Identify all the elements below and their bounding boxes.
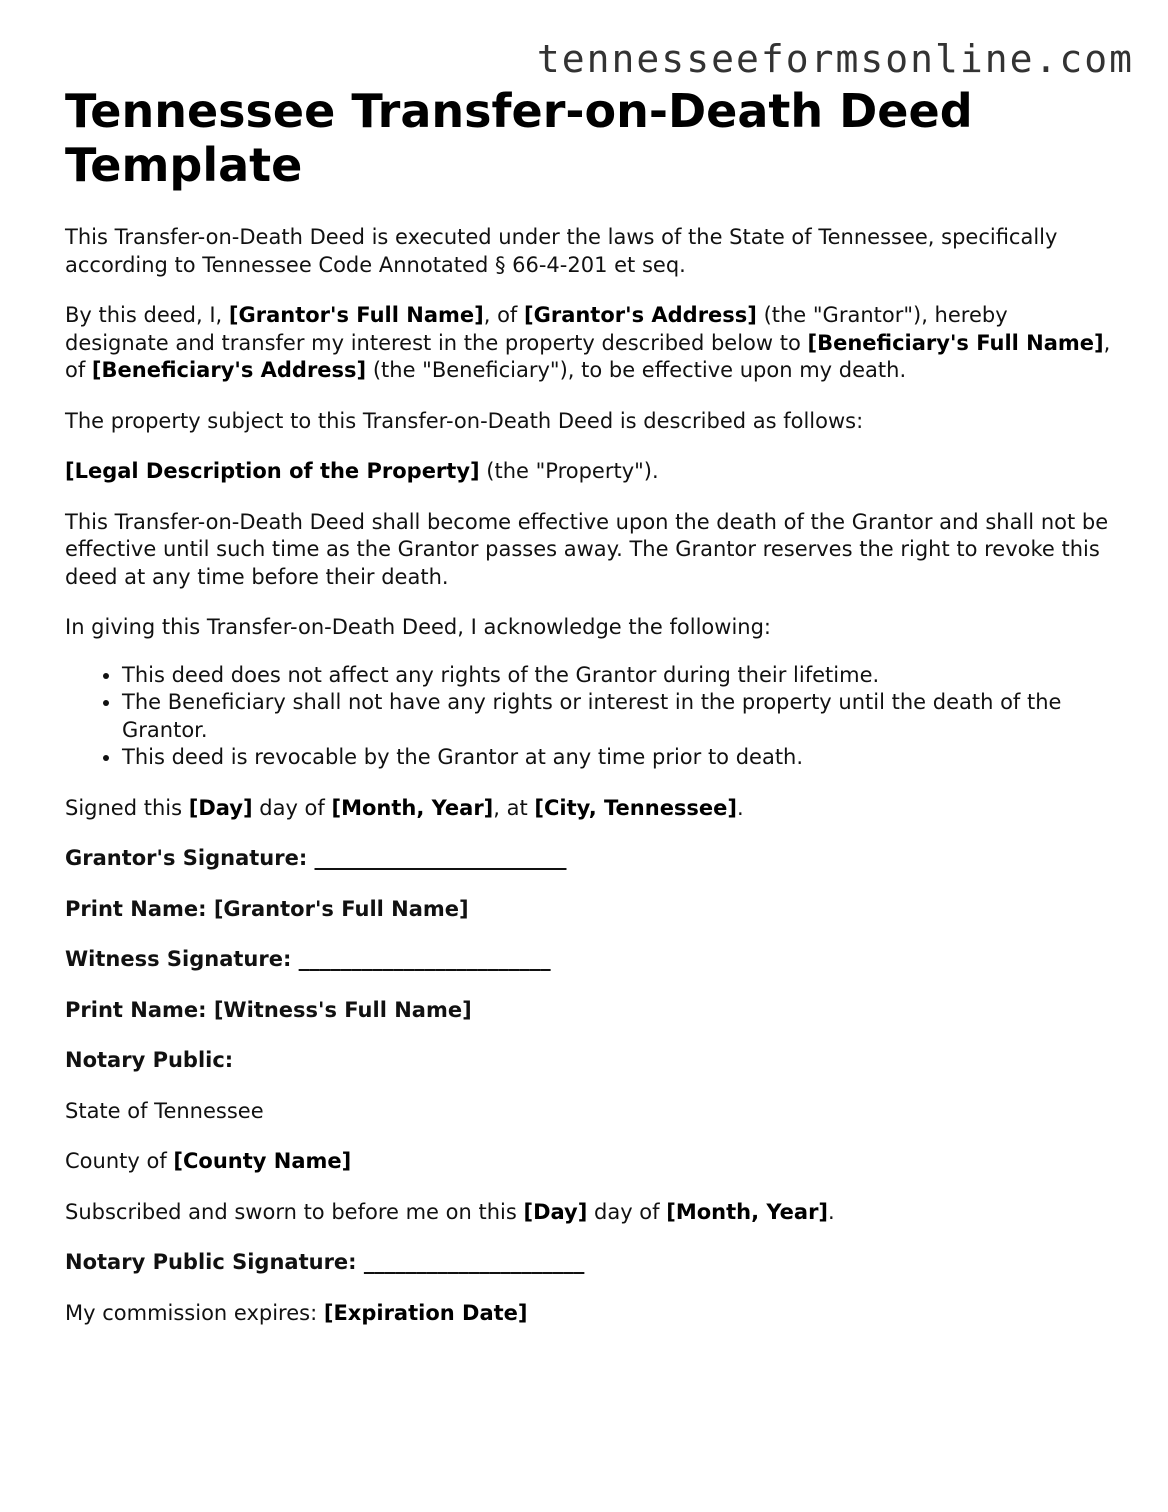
sworn-text-2: day of [587, 1199, 667, 1224]
notary-state: State of Tennessee [65, 1098, 264, 1123]
designation-text-2: , of [483, 303, 524, 327]
list-item: • This deed does not affect any rights of the Grantor during their lifetime. [122, 662, 1115, 690]
county-name-placeholder: [County Name] [173, 1149, 352, 1173]
signed-text-4: . [737, 795, 744, 820]
commission-text: My commission expires: [65, 1300, 324, 1325]
effective-clause: This Transfer-on-Death Deed shall become effective upon the death of the Grantor and shall not be effective until such time as the Grantor passes away. The Grantor reserves the right to revoke this deed at any time before their death. [65, 509, 1109, 589]
sworn-text-1: Subscribed and sworn to before me on this [65, 1199, 524, 1224]
designation-text-4: , of [65, 330, 1111, 382]
list-item: • The Beneficiary shall not have any rights or interest in the property until the death of the Grantor. [122, 689, 1115, 744]
acknowledgement-list [65, 662, 1115, 772]
designation-text-1: By this deed, I, [65, 303, 229, 327]
sworn-month-year-placeholder: [Month, Year] [666, 1199, 829, 1224]
signed-month-year-placeholder: [Month, Year] [331, 795, 494, 820]
expiration-date-placeholder: [Expiration Date] [323, 1300, 528, 1325]
grantor-print-name: Print Name: [Grantor's Full Name] [65, 896, 469, 921]
commission-line [65, 1300, 1115, 1328]
acknowledge-intro: In giving this Transfer-on-Death Deed, I acknowledge the following: [65, 615, 771, 639]
legal-description-placeholder: [Legal Description of the Property] [65, 459, 480, 483]
notary-county [65, 1148, 1115, 1176]
signed-text-3: , at [493, 795, 535, 820]
notary-signature-line: Notary Public Signature: _____________________ [65, 1250, 585, 1274]
sworn-text-3: . [828, 1199, 835, 1224]
signed-text-1: Signed this [65, 795, 189, 820]
signed-city-placeholder: [City, Tennessee] [534, 795, 738, 820]
property-intro: The property subject to this Transfer-on-Death Deed is described as follows: [65, 408, 864, 433]
signed-text-2: day of [252, 795, 332, 820]
signed-day-placeholder: [Day] [188, 795, 253, 820]
county-text: County of [65, 1149, 174, 1173]
designation-paragraph [65, 302, 1115, 385]
beneficiary-address-placeholder: [Beneficiary's Address] [91, 358, 367, 382]
intro-paragraph: This Transfer-on-Death Deed is executed under the laws of the State of Tennessee, specifically according to Tennessee Code Annotated § 66-4-201 et seq. [65, 225, 1058, 277]
document-title: Tennessee Transfer-on-Death Deed Template [65, 84, 973, 192]
watermark: tennesseeformsonline.com [536, 37, 1134, 81]
legal-description [65, 458, 1115, 486]
grantor-address-placeholder: [Grantor's Address] [524, 303, 757, 327]
witness-signature-line: Witness Signature: ________________________ [65, 947, 551, 971]
list-item: • This deed is revocable by the Grantor at any time prior to death. [122, 744, 1115, 772]
sworn-day-placeholder: [Day] [523, 1199, 588, 1224]
grantor-name-placeholder: [Grantor's Full Name] [228, 303, 484, 327]
grantor-signature-line: Grantor's Signature: ________________________ [65, 846, 567, 870]
beneficiary-name-placeholder: [Beneficiary's Full Name] [807, 330, 1104, 355]
designation-text-5: (the "Beneficiary"), to be effective upon my death. [366, 358, 907, 382]
witness-print-name: Print Name: [Witness's Full Name] [65, 997, 472, 1022]
notary-heading: Notary Public: [65, 1048, 234, 1072]
designation-text-3: (the "Grantor"), hereby designate and transfer my interest in the property described below to [65, 303, 1008, 355]
signed-line [65, 795, 1115, 823]
legal-description-suffix: (the "Property"). [479, 459, 659, 483]
document-page [65, 84, 1115, 1350]
sworn-line [65, 1199, 1115, 1227]
